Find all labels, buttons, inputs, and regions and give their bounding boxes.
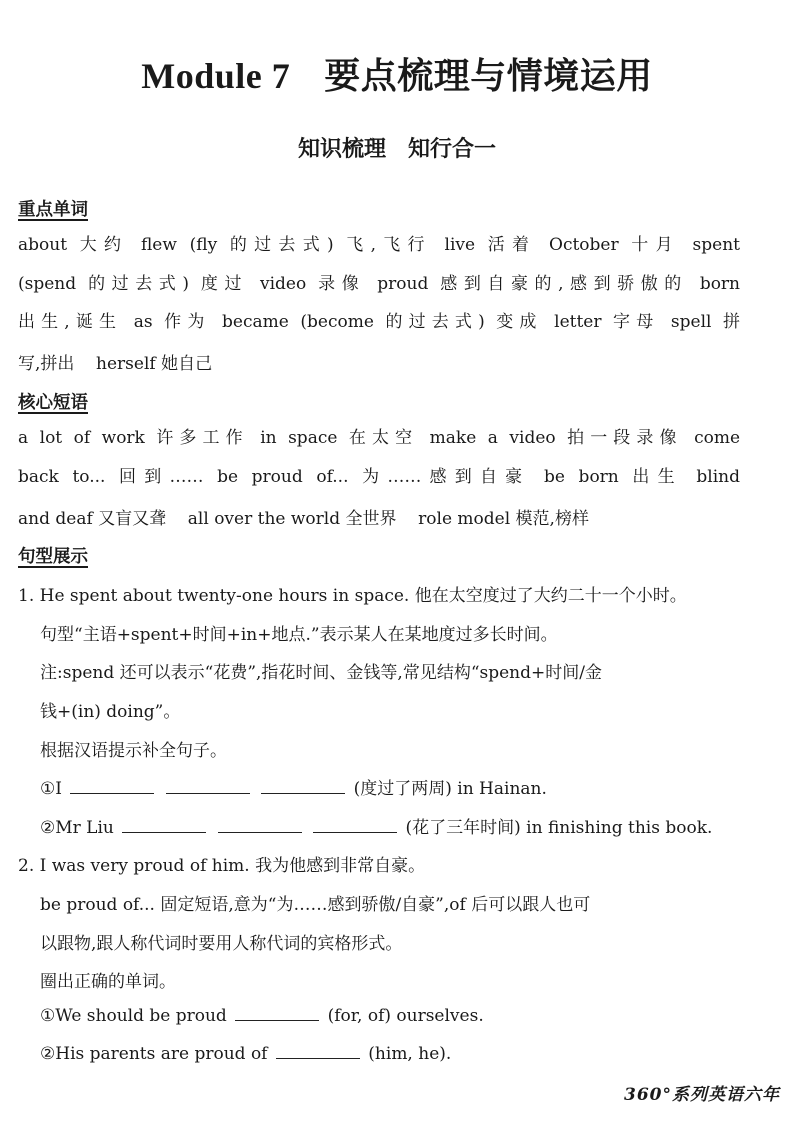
sentence-2-note-line1: be proud of... 固定短语,意为“为……感到骄傲/自豪”,of 后可以跟人也可 <box>40 895 591 915</box>
core-phrases-heading: 核心短语 <box>18 393 88 413</box>
word-item: flew (fly 的过去式) 飞,飞行 <box>140 235 432 255</box>
sentences-heading: 句型展示 <box>18 547 88 567</box>
word-item: 出生,诞生 <box>18 312 123 333</box>
question-hint: (花了三年时间) in finishing this book. <box>405 818 713 838</box>
key-words-block <box>18 226 740 342</box>
word-item: as 作为 <box>133 312 211 333</box>
phrase-item: role model 模范,榜样 <box>418 509 589 529</box>
phrase-item: a lot of work 许多工作 <box>18 428 249 448</box>
question-2-1 <box>40 1006 484 1026</box>
phrase-item: be born 出生 <box>544 466 683 487</box>
sentence-1: 1. He spent about twenty-one hours in space. 他在太空度过了大约二十一个小时。 <box>18 586 687 606</box>
word-item: live 活着 <box>444 235 537 255</box>
answer-blank[interactable] <box>235 1019 319 1021</box>
page-title <box>0 48 794 99</box>
core-phrases-block <box>18 419 740 496</box>
phrase-item: back to... 回到…… <box>18 466 204 487</box>
page-subtitle <box>0 132 794 163</box>
word-item: about 大约 <box>18 235 129 255</box>
subtitle-part1: 知识梳理 <box>297 136 386 162</box>
question-prefix: ②Mr Liu <box>40 818 114 838</box>
word-item: spell 拼 <box>670 312 741 333</box>
answer-blank[interactable] <box>70 792 154 794</box>
word-item: video 录像 <box>260 273 366 294</box>
core-phrases-last-line <box>18 504 589 529</box>
phrase-item: all over the world 全世界 <box>187 509 397 529</box>
question-1-1 <box>40 774 547 799</box>
answer-blank[interactable] <box>313 831 397 833</box>
word-item: spent <box>692 235 740 255</box>
phrase-item: and deaf 又盲又聋 <box>18 509 167 529</box>
word-item: became (become 的过去式) 变成 <box>222 312 543 333</box>
word-item: (spend 的过去式) 度过 <box>18 273 249 294</box>
phrase-item: come <box>694 428 741 448</box>
answer-blank[interactable] <box>276 1057 360 1059</box>
answer-blank[interactable] <box>166 792 250 794</box>
phrase-item: blind <box>696 466 741 487</box>
sentence-1-note-line1: 注:spend 还可以表示“花费”,指花时间、金钱等,常见结构“spend+时间/金 <box>40 663 602 683</box>
module-title-text: 要点梳理与情境运用 <box>324 56 653 96</box>
subtitle-part2: 知行合一 <box>408 136 497 162</box>
sentence-1-task: 根据汉语提示补全句子。 <box>40 741 227 761</box>
question-2-2 <box>40 1044 451 1064</box>
sentence-1-note-line2: 钱+(in) doing”。 <box>40 702 181 722</box>
sentence-2-task: 圈出正确的单词。 <box>40 972 176 992</box>
answer-blank[interactable] <box>261 792 345 794</box>
word-item: herself 她自己 <box>96 354 213 374</box>
word-item: proud 感到自豪的,感到骄傲的 <box>377 273 688 294</box>
word-item: born <box>699 273 741 294</box>
question-hint: (for, of) ourselves. <box>327 1006 484 1026</box>
phrase-item: make a video 拍一段录像 <box>429 428 683 448</box>
word-item: 写,拼出 <box>18 354 75 374</box>
question-hint: (度过了两周) in Hainan. <box>353 779 547 799</box>
answer-blank[interactable] <box>122 831 206 833</box>
question-prefix: ②His parents are proud of <box>40 1044 268 1064</box>
footer-series-label: 360°系列英语六年 <box>624 1085 780 1105</box>
question-prefix: ①We should be proud <box>40 1006 227 1026</box>
phrase-item: be proud of... 为……感到自豪 <box>217 466 531 487</box>
key-words-heading: 重点单词 <box>18 200 88 220</box>
word-item: October 十月 <box>549 235 680 255</box>
module-label: Module 7 <box>141 56 291 96</box>
question-prefix: ①I <box>40 779 62 799</box>
sentence-2: 2. I was very proud of him. 我为他感到非常自豪。 <box>18 856 426 876</box>
phrase-item: in space 在太空 <box>260 428 419 448</box>
sentence-1-pattern: 句型“主语+spent+时间+in+地点.”表示某人在某地度过多长时间。 <box>40 625 558 645</box>
sentence-2-note-line2: 以跟物,跟人称代词时要用人称代词的宾格形式。 <box>40 934 403 954</box>
answer-blank[interactable] <box>218 831 302 833</box>
word-item: letter 字母 <box>554 312 660 333</box>
question-1-2 <box>40 813 712 838</box>
question-hint: (him, he). <box>368 1044 452 1064</box>
key-words-last-line <box>18 349 212 374</box>
